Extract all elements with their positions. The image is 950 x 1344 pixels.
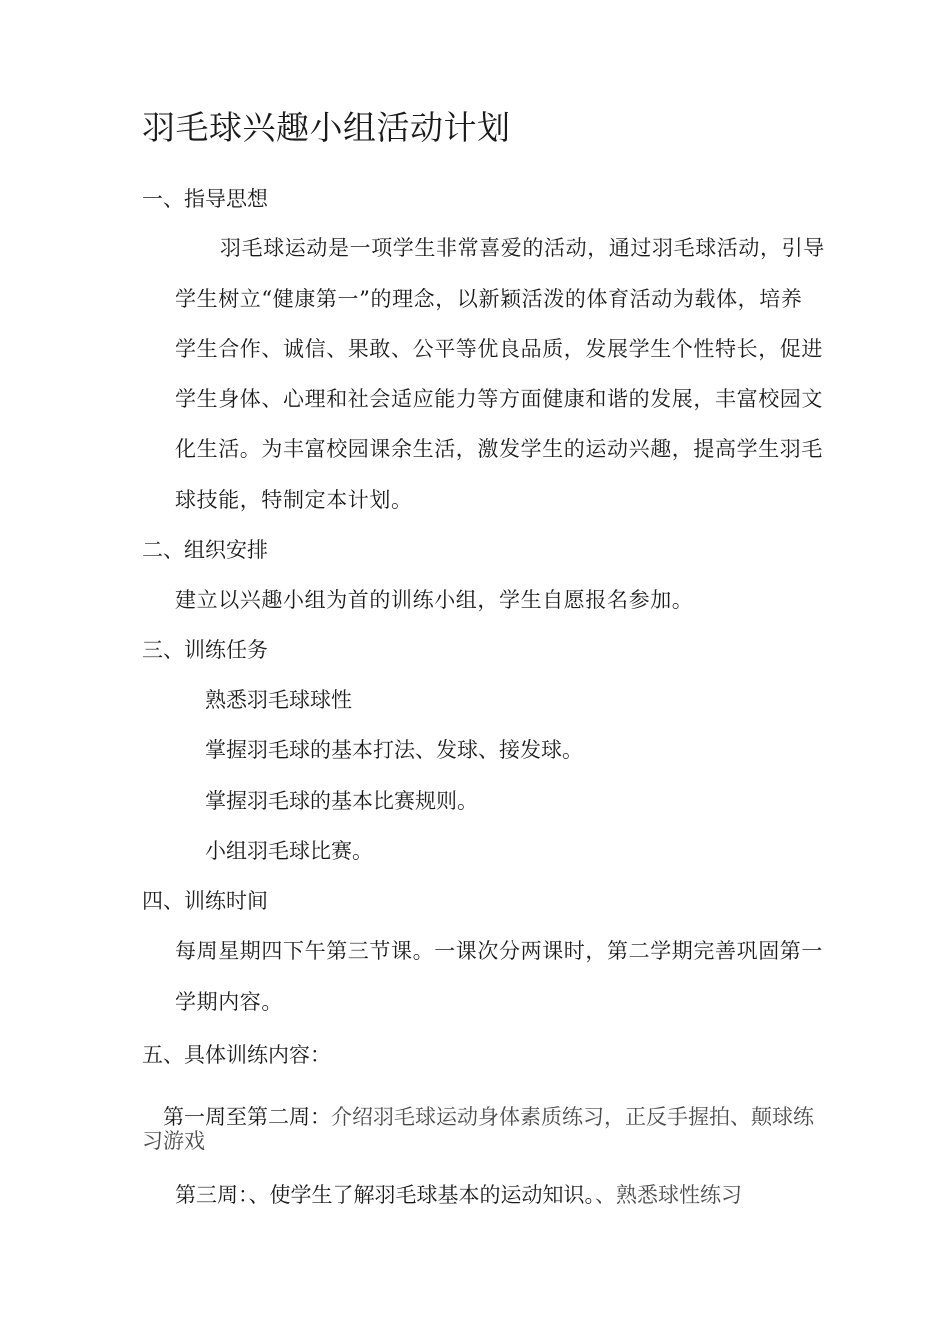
task-item: 掌握羽毛球的基本打法、发球、接发球。: [205, 738, 583, 762]
task-item: 熟悉羽毛球球性: [205, 688, 352, 712]
week-content-continued: 习游戏: [142, 1129, 205, 1153]
section-heading-training-time: 四、训练时间: [142, 889, 268, 913]
week-content: 、使学生了解羽毛球基本的运动知识。: [248, 1183, 595, 1207]
paragraph-line: 学期内容。: [175, 990, 283, 1014]
paragraph-line: 每周星期四下午第三节课。一课次分两课时，第二学期完善巩固第一: [175, 939, 823, 963]
section-heading-training-tasks: 三、训练任务: [142, 638, 268, 662]
paragraph-line: 学生树立“健康第一”的理念，以新颖活泼的体育活动为载体，培养: [175, 287, 803, 311]
week-content: 、熟悉球性练习: [595, 1183, 742, 1207]
paragraph-line: 羽毛球运动是一项学生非常喜爱的活动，通过羽毛球活动，引导: [220, 236, 825, 260]
week-label: 第三周：: [175, 1183, 249, 1207]
section-heading-organization: 二、组织安排: [142, 538, 268, 562]
paragraph-line: 球技能，特制定本计划。: [175, 488, 413, 512]
paragraph-line: 建立以兴趣小组为首的训练小组，学生自愿报名参加。: [175, 588, 694, 612]
task-item: 掌握羽毛球的基本比赛规则。: [205, 789, 478, 813]
week-label: 第一周至第二周：: [163, 1105, 331, 1129]
section-heading-training-content: 五、具体训练内容：: [142, 1043, 331, 1067]
page-title: 羽毛球兴趣小组活动计划: [142, 108, 511, 147]
paragraph-line: 学生身体、心理和社会适应能力等方面健康和谐的发展，丰富校园文: [175, 387, 823, 411]
week-content: 介绍羽毛球运动身体素质练习，正反手握拍、颠球练: [331, 1105, 814, 1129]
paragraph-line: 化生活。为丰富校园课余生活，激发学生的运动兴趣，提高学生羽毛: [175, 437, 823, 461]
week-entry-3: [175, 1180, 742, 1210]
task-item: 小组羽毛球比赛。: [205, 839, 373, 863]
section-heading-guiding-thought: 一、指导思想: [142, 187, 268, 211]
paragraph-line: 学生合作、诚信、果敢、公平等优良品质，发展学生个性特长，促进: [175, 337, 823, 361]
week-entry-1: [163, 1102, 814, 1132]
